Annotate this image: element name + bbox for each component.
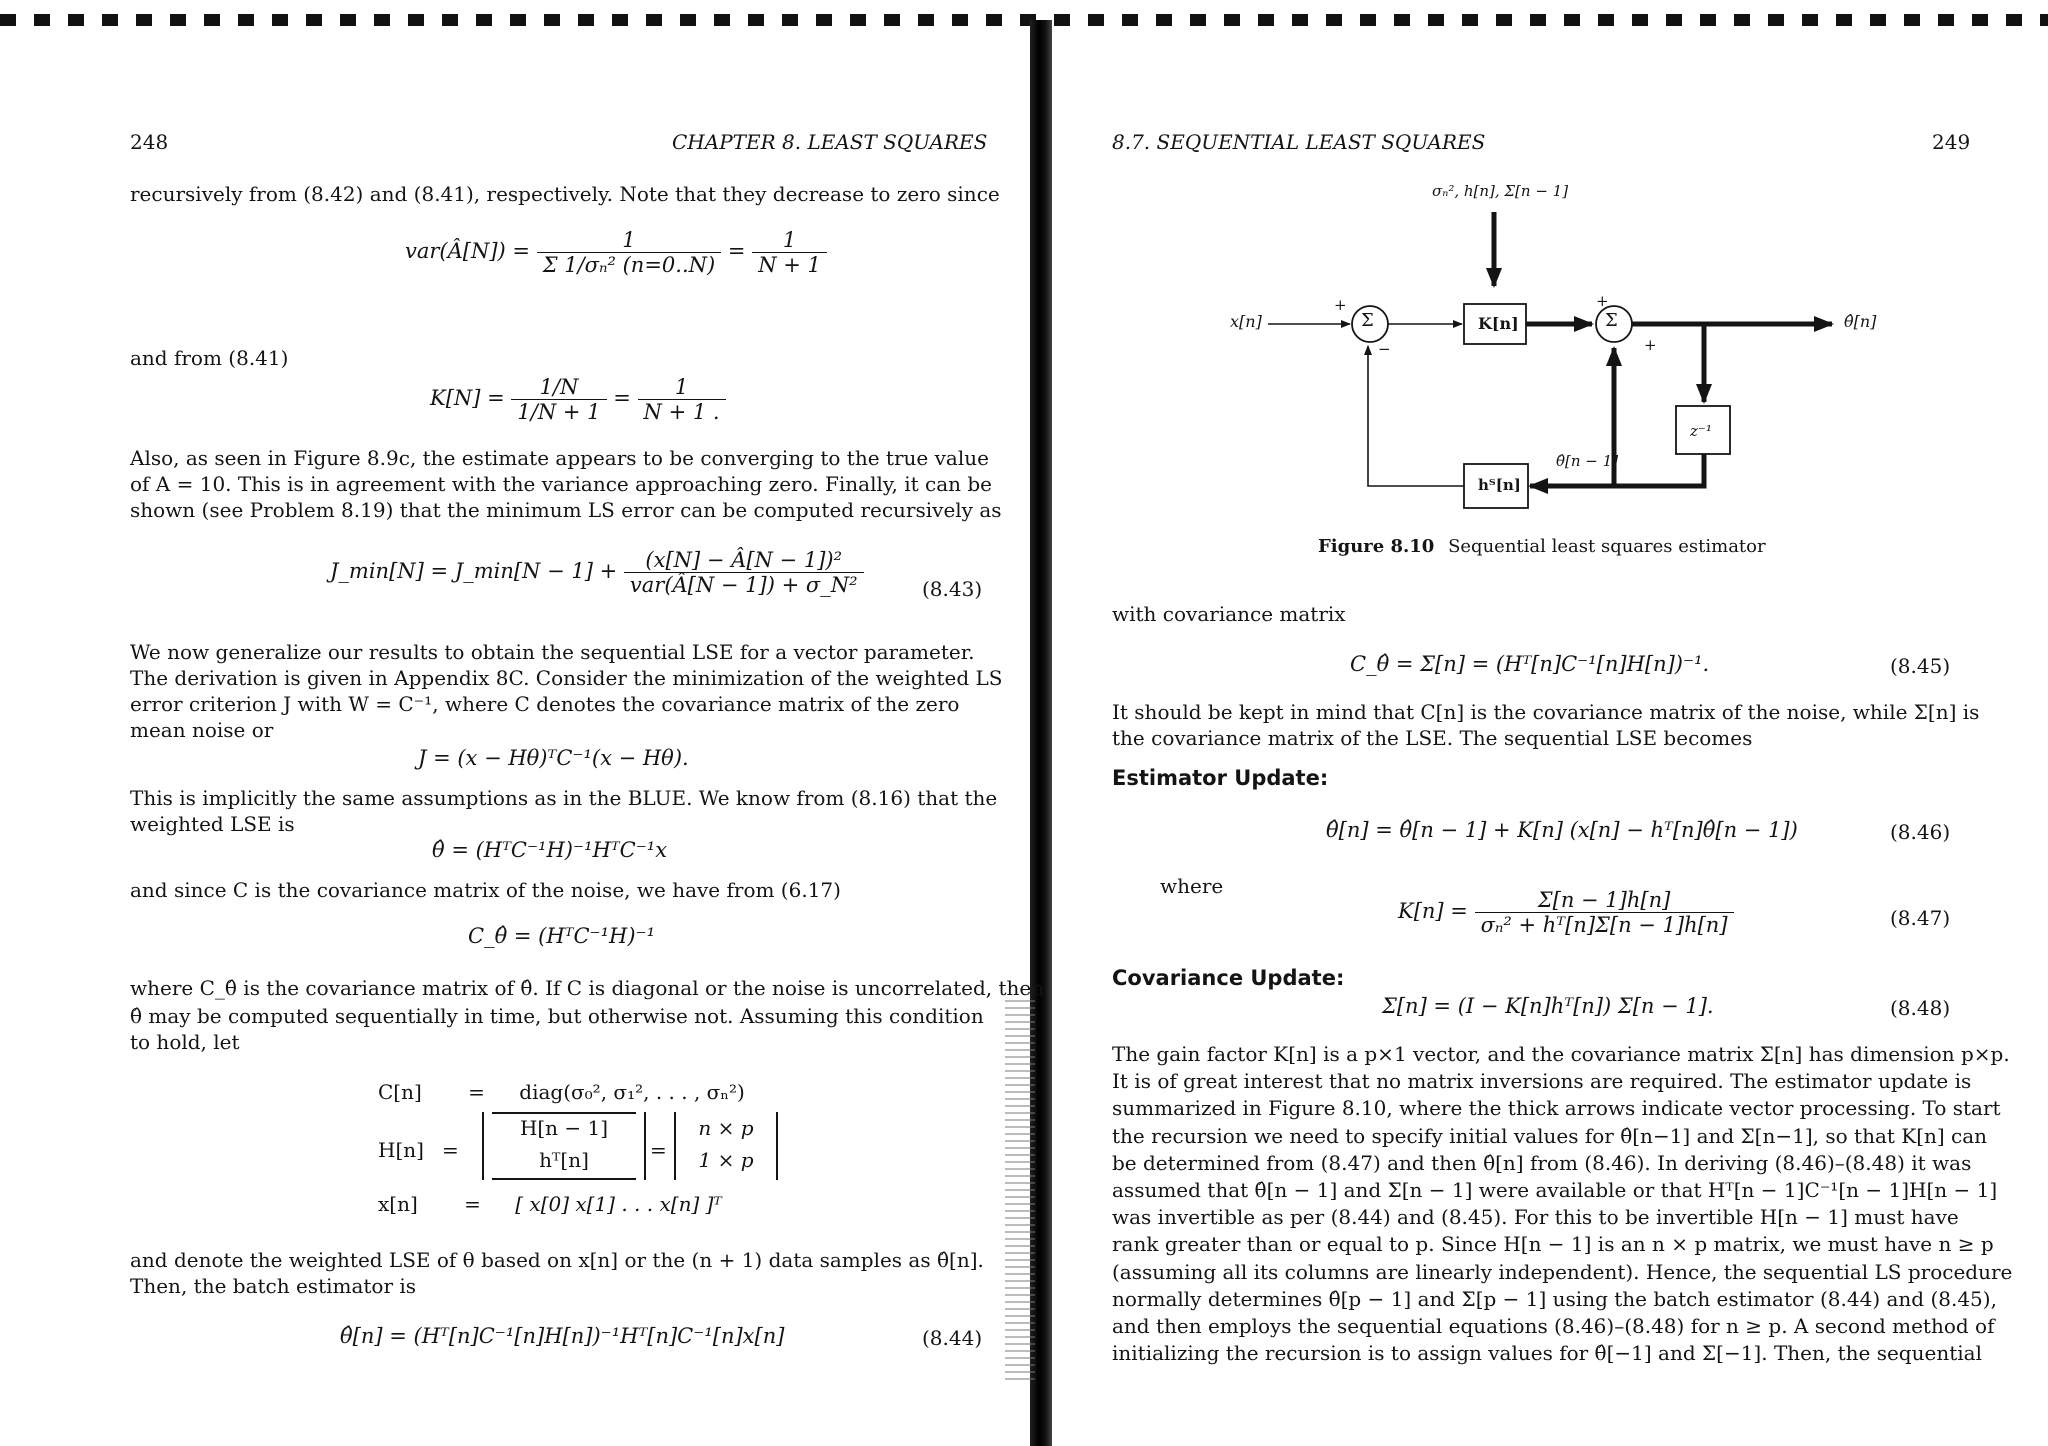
equation-theta-hat: θ̂ = (HᵀC⁻¹H)⁻¹HᵀC⁻¹x <box>432 838 668 862</box>
figure-8-10-diagram <box>1052 170 2048 510</box>
equation-number: (8.43) <box>922 577 983 601</box>
diagram-output-label: θ̂[n] <box>1844 312 1877 331</box>
paragraph-line: The derivation is given in Appendix 8C. Consider the minimization of the weighted LS <box>130 666 1003 690</box>
equation-k-lhs: K[N] = <box>430 386 505 410</box>
equation-J: J = (x − Hθ)ᵀC⁻¹(x − Hθ). <box>418 746 689 770</box>
equation-lhs: J_min[N] = J_min[N − 1] + <box>330 559 618 583</box>
equals-sign: = <box>464 1192 481 1216</box>
paragraph-line: to hold, let <box>130 1030 240 1054</box>
diagram-minus-sign: − <box>1378 340 1391 358</box>
paragraph-line: and then employs the sequential equations (8.46)–(8.48) for n ≥ p. A second method of <box>1112 1314 1995 1338</box>
fraction-denominator: N + 1 <box>758 253 821 277</box>
fraction-numerator: 1/N <box>511 375 606 400</box>
diagram-feedback-label: θ̂[n − 1] <box>1556 452 1619 470</box>
bracket-bottom <box>492 1168 636 1180</box>
equation-number: (8.45) <box>1890 654 1951 678</box>
equation-8-45: C_θ̂ = Σ[n] = (Hᵀ[n]C⁻¹[n]H[n])⁻¹. <box>1350 652 1710 676</box>
paragraph-line: the covariance matrix of the LSE. The sequential LSE becomes <box>1112 726 1753 750</box>
equation-var <box>405 228 827 277</box>
equation-var-frac1 <box>537 228 722 277</box>
paragraph-line: rank greater than or equal to p. Since H[n − 1] is an n × p matrix, we must have n ≥ p <box>1112 1232 1994 1257</box>
heading-covariance-update: Covariance Update: <box>1112 966 1345 990</box>
paragraph-line: and denote the weighted LSE of θ based on x[n] or the (n + 1) data samples as θ̂[n]. <box>130 1248 984 1272</box>
paragraph-line: the recursion we need to specify initial values for θ̂[n−1] and Σ[n−1], so that K[n] can <box>1112 1123 1988 1148</box>
paragraph-line: normally determines θ̂[p − 1] and Σ[p − 1] using the batch estimator (8.44) and (8.45), <box>1112 1286 1997 1311</box>
paragraph-line: This is implicitly the same assumptions as in the BLUE. We know from (8.16) that the <box>130 786 998 810</box>
equals-sign: = <box>613 386 631 410</box>
paragraph-line: summarized in Figure 8.10, where the thick arrows indicate vector processing. To start <box>1112 1096 2001 1121</box>
matrix-row: 1 × p <box>698 1148 754 1172</box>
paragraph-line: assumed that θ̂[n − 1] and Σ[n − 1] were available or that Hᵀ[n − 1]C⁻¹[n − 1]H[n − 1] <box>1112 1178 1998 1202</box>
fraction-denominator: var(Â[N − 1]) + σ_N² <box>629 573 858 597</box>
fraction-denominator: Σ 1/σₙ² (n=0..N) <box>542 253 716 277</box>
equation-number: (8.47) <box>1890 906 1951 930</box>
fraction-numerator: 1 <box>638 375 726 400</box>
equals-sign: = <box>442 1138 459 1162</box>
paragraph-line: weighted LSE is <box>130 812 295 836</box>
matrix-row: n × p <box>698 1116 754 1140</box>
fraction-denominator: 1/N + 1 <box>517 400 601 424</box>
heading-estimator-update: Estimator Update: <box>1112 766 1329 790</box>
matrix-row: hᵀ[n] <box>539 1148 589 1172</box>
definition-C <box>378 1080 745 1104</box>
matrix-lhs: H[n] <box>378 1138 424 1162</box>
fraction-numerator: 1 <box>752 228 827 253</box>
equals-sign: = <box>650 1138 667 1162</box>
paragraph-line: θ̂ may be computed sequentially in time, but otherwise not. Assuming this condition <box>130 1004 984 1028</box>
paragraph-line: initializing the recursion is to assign values for θ̂[−1] and Σ[−1]. Then, the sequential <box>1112 1341 1982 1366</box>
figure-caption-label: Figure 8.10 <box>1318 536 1435 557</box>
paragraph-line: The gain factor K[n] is a p×1 vector, and the covariance matrix Σ[n] has dimension p×p. <box>1112 1042 2010 1066</box>
paragraph-line: shown (see Problem 8.19) that the minimum LS error can be computed recursively as <box>130 498 1002 522</box>
page-number-right: 249 <box>1932 130 1971 154</box>
diagram-x-input-label: x[n] <box>1230 312 1262 331</box>
summing-junction-2: Σ <box>1605 310 1618 331</box>
equation-8-44: θ̂[n] = (Hᵀ[n]C⁻¹[n]H[n])⁻¹Hᵀ[n]C⁻¹[n]x[n] <box>340 1324 785 1348</box>
equation-8-46: θ̂[n] = θ̂[n − 1] + K[n] (x[n] − hᵀ[n]θ̂[n − 1]) <box>1326 818 1798 842</box>
paragraph-line: (assuming all its columns are linearly independent). Hence, the sequential LS procedure <box>1112 1259 2013 1284</box>
delay-block-label: z⁻¹ <box>1690 422 1712 440</box>
equation-8-43 <box>330 548 864 597</box>
matrix-rhs: [ x[0] x[1] . . . x[n] ]ᵀ <box>515 1192 722 1216</box>
fraction-denominator: N + 1 . <box>643 400 720 424</box>
right-page <box>1052 0 2048 1446</box>
equation-number: (8.46) <box>1890 820 1951 844</box>
paragraph-line: mean noise or <box>130 718 274 742</box>
equation-var-lhs: var(Â[N]) = <box>405 239 531 263</box>
paragraph-line: was invertible as per (8.44) and (8.45). For this to be invertible H[n − 1] must have <box>1112 1205 1959 1230</box>
equation-fraction <box>1475 888 1734 937</box>
paragraph-line: where C_θ̂ is the covariance matrix of θ̂. If C is diagonal or the noise is uncorrelated, then <box>130 976 1045 1000</box>
paragraph-line: Also, as seen in Figure 8.9c, the estimate appears to be converging to the true value <box>130 446 989 470</box>
diagram-top-input-label: σₙ², h[n], Σ[n − 1] <box>1432 182 1569 200</box>
running-head-left: CHAPTER 8. LEAST SQUARES <box>672 130 988 154</box>
dimension-matrix <box>674 1112 778 1180</box>
equation-fraction <box>624 548 864 597</box>
equals-sign: = <box>727 239 746 263</box>
equation-var-frac2 <box>752 228 827 277</box>
diagram-plus-sign: + <box>1596 292 1609 310</box>
paragraph-line: We now generalize our results to obtain the sequential LSE for a vector parameter. <box>130 640 975 664</box>
fraction-denominator: σₙ² + hᵀ[n]Σ[n − 1]h[n] <box>1480 913 1728 937</box>
equation-number: (8.48) <box>1890 996 1951 1020</box>
equation-C-theta: C_θ̂ = (HᵀC⁻¹H)⁻¹ <box>468 924 656 948</box>
figure-caption <box>1318 536 1766 557</box>
paragraph-line: with covariance matrix <box>1112 602 1346 626</box>
paragraph-line: and since C is the covariance matrix of the noise, we have from (6.17) <box>130 878 841 902</box>
paragraph-line: Then, the batch estimator is <box>130 1274 417 1298</box>
equals-sign: = <box>468 1080 485 1104</box>
equation-lhs: K[n] = <box>1398 899 1468 923</box>
matrix-rhs: diag(σ₀², σ₁², . . . , σₙ²) <box>519 1080 745 1104</box>
paragraph-line: It is of great interest that no matrix inversions are required. The estimator update is <box>1112 1069 1972 1094</box>
paragraph-line: error criterion J with W = C⁻¹, where C denotes the covariance matrix of the zero <box>130 692 960 716</box>
matrix-lhs: C[n] <box>378 1080 422 1104</box>
paragraph-line: of A = 10. This is in agreement with the variance approaching zero. Finally, it can be <box>130 472 993 496</box>
block-matrix <box>482 1112 646 1180</box>
running-head-right: 8.7. SEQUENTIAL LEAST SQUARES <box>1112 130 1486 154</box>
fraction-numerator: 1 <box>537 228 722 253</box>
figure-caption-text: Sequential least squares estimator <box>1448 536 1766 557</box>
fraction-numerator: (x[N] − Â[N − 1])² <box>624 548 864 573</box>
paragraph-line: and from (8.41) <box>130 346 289 370</box>
paragraph-line: It should be kept in mind that C[n] is the covariance matrix of the noise, while Σ[n] is <box>1112 700 1980 724</box>
equation-k-frac2 <box>638 375 726 424</box>
equation-k <box>430 375 726 424</box>
diagram-plus-sign: + <box>1644 336 1657 354</box>
bracket-top <box>492 1112 636 1124</box>
equation-number: (8.44) <box>922 1326 983 1350</box>
matrix-lhs: x[n] <box>378 1192 418 1216</box>
equation-8-48: Σ[n] = (I − K[n]hᵀ[n]) Σ[n − 1]. <box>1382 994 1714 1018</box>
definition-x <box>378 1192 722 1216</box>
summing-junction-1: Σ <box>1361 310 1374 331</box>
matrix-row: H[n − 1] <box>519 1116 609 1140</box>
diagram-plus-sign: + <box>1334 296 1347 314</box>
equation-8-47 <box>1398 888 1734 937</box>
equation-k-frac1 <box>511 375 606 424</box>
gain-block-label: K[n] <box>1478 314 1519 333</box>
paragraph-line: recursively from (8.42) and (8.41), respectively. Note that they decrease to zero since <box>130 182 1000 206</box>
paragraph-line: be determined from (8.47) and then θ̂[n] from (8.46). In deriving (8.46)–(8.48) it was <box>1112 1150 1972 1175</box>
fraction-numerator: Σ[n − 1]h[n] <box>1475 888 1734 913</box>
page-number-left: 248 <box>130 130 169 154</box>
where-label: where <box>1160 874 1224 898</box>
h-block-label: hᵀ[n] <box>1478 476 1521 494</box>
